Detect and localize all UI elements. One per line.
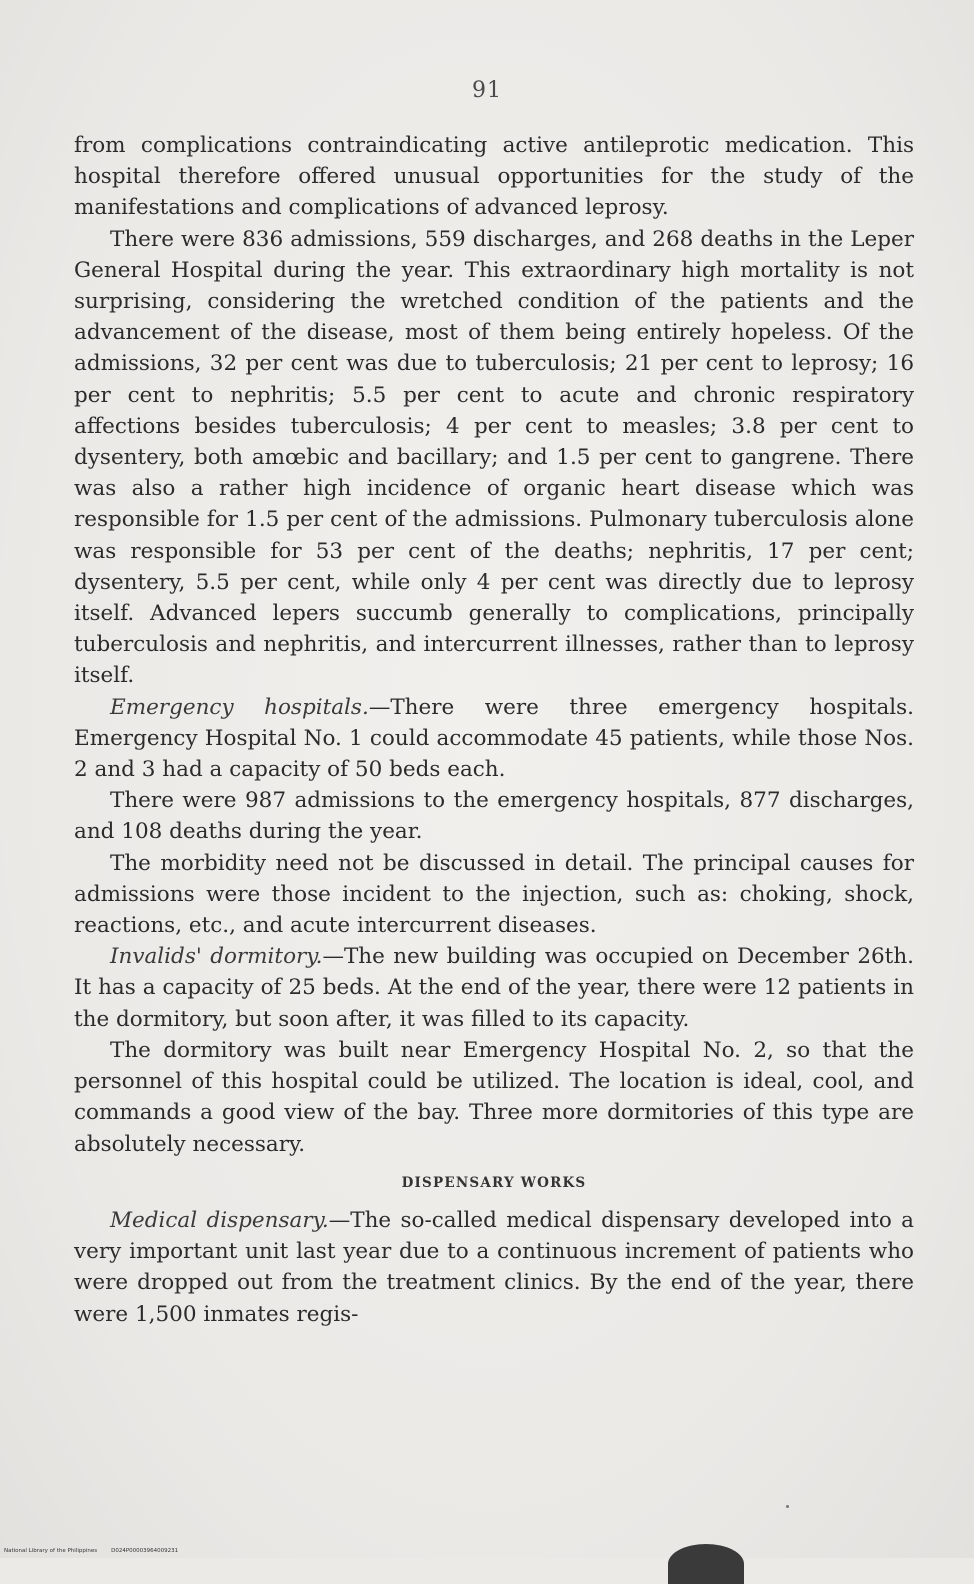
paragraph-3 [74, 692, 914, 786]
paragraph-8-lead: Medical dispensary. [110, 1207, 329, 1233]
paragraph-5 [74, 848, 914, 942]
paragraph-4 [74, 785, 914, 847]
section-heading: DISPENSARY WORKS [401, 1174, 587, 1191]
paragraph-7 [74, 1035, 914, 1160]
paragraph-8 [74, 1205, 914, 1330]
footer-identifier: D024P00003964009231 [111, 1548, 179, 1554]
scan-speck [786, 1505, 789, 1508]
paragraph-6-lead: Invalids' dormitory. [110, 944, 323, 970]
paragraph-2-text: There were 836 admissions, 559 discharges, and 268 deaths in the Leper General Hospital during the year. This extraordinary high mortality is not surprising, considering the wretched condition of the patients and the advancement of the disease, most of them being entirely hopeless. Of the admissions, 32 per cent was due to tuberculosis; 21 per cent to leprosy; 16 per cent to nephritis; 5.5 per cent to acute and chronic respiratory affections besides tuberculosis; 4 per cent to measles; 3.8 per cent to dysentery, both amœbic and bacillary; and 1.5 per cent to gangrene. There was also a rather high incidence of organic heart disease which was responsible for 1.5 per cent of the admissions. Pulmonary tuberculosis alone was responsible for 53 per cent of the deaths; nephritis, 17 per cent; dysentery, 5.5 per cent, while only 4 per cent was directly due to leprosy itself. Advanced lepers succumb generally to complications, principally tuberculosis and nephritis, and intercurrent illnesses, rather than to leprosy itself. [74, 226, 914, 689]
paragraph-8-text: —The so-called medical dispensary developed into a very important unit last year due to a continuous increment of patients who were dropped out from the treatment clinics. By the end of the year, there were 1,500 inmates regis- [74, 1207, 914, 1327]
paragraph-1-text: from complications contraindicating active antileprotic medication. This hospital therefore offered unusual opportunities for the study of the manifestations and complications of advanced leprosy. [74, 133, 914, 221]
footer-library: National Library of the Philippines [4, 1548, 98, 1554]
paragraph-3-lead: Emergency hospitals. [110, 694, 369, 720]
scan-artifact [668, 1544, 744, 1584]
paragraph-6 [74, 941, 914, 1035]
paragraph-4-text: There were 987 admissions to the emergency hospitals, 877 discharges, and 108 deaths during the year. [74, 788, 914, 845]
paragraph-1 [74, 130, 914, 224]
body-text [74, 130, 914, 1330]
paragraph-2 [74, 224, 914, 692]
paragraph-7-text: The dormitory was built near Emergency Hospital No. 2, so that the personnel of this hospital could be utilized. The location is ideal, cool, and commands a good view of the bay. Three more dormitories of this type are absolutely necessary. [74, 1037, 914, 1157]
page-number: 91 [472, 78, 502, 103]
paragraph-6-text: —The new building was occupied on December 26th. It has a capacity of 25 beds. At the end of the year, there were 12 patients in the dormitory, but soon after, it was filled to its capacity. [74, 944, 915, 1032]
paragraph-3-text: —There were three emergency hospitals. Emergency Hospital No. 1 could accommodate 45 patients, while those Nos. 2 and 3 had a capacity of 50 beds each. [74, 694, 914, 783]
paragraph-5-text: The morbidity need not be discussed in detail. The principal causes for admissions were those incident to the injection, such as: choking, shock, reactions, etc., and acute intercurrent diseases. [74, 850, 914, 939]
footer-credit [4, 1548, 192, 1554]
